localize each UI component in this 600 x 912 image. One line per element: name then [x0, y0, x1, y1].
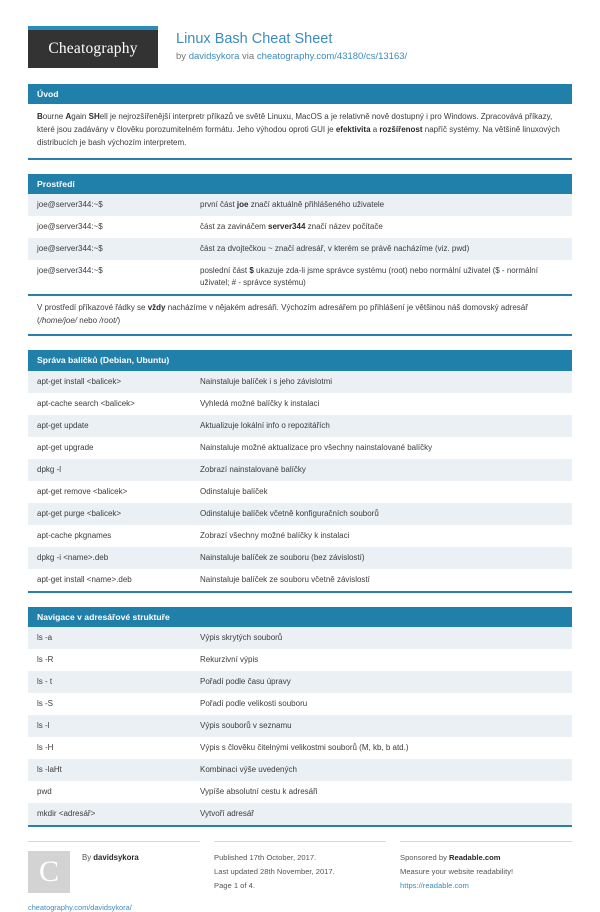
description-cell: Vyhledá možné balíčky k instalaci: [200, 398, 320, 408]
author-row: [28, 851, 190, 893]
section-header: Prostředí: [28, 174, 572, 194]
description-cell: část za zavináčem server344 značí název počítače: [200, 222, 383, 232]
section-header: Navigace v adresářové struktuře: [28, 607, 572, 627]
table-row: [28, 737, 572, 759]
description-cell: část za dvojtečkou ~ značí adresář, v kterém se právě nacházíme (viz. pwd): [200, 244, 470, 254]
table-row: [28, 216, 572, 238]
command-cell: apt-get purge <balicek>: [37, 508, 122, 518]
table-row: [28, 503, 572, 525]
description-cell: Pořadí podle času úpravy: [200, 676, 291, 686]
source-url-link[interactable]: cheatography.com/43180/cs/13163/: [256, 51, 408, 63]
description-cell: Výpis skrytých souborů: [200, 632, 283, 642]
table-row: [28, 393, 572, 415]
section-rows: [28, 194, 572, 294]
description-cell: Nainstaluje balíček ze souboru (bez závislostí): [200, 552, 365, 562]
footer-author-column: [28, 841, 200, 912]
description-cell: Nainstaluje balíček i s jeho závislotmi: [200, 376, 333, 386]
footer-by-label: By: [82, 852, 94, 862]
description-cell: Výpis souborů v seznamu: [200, 720, 292, 730]
command-cell: dpkg -l: [37, 464, 62, 474]
footer: [28, 841, 572, 912]
section-prostredi: [28, 174, 572, 336]
page-title: Linux Bash Cheat Sheet: [176, 31, 333, 47]
sections-container: [28, 84, 572, 827]
avatar: C: [28, 851, 70, 893]
table-row: [28, 194, 572, 216]
footer-dates-column: [214, 841, 386, 912]
command-cell: ls -l: [37, 720, 50, 730]
byline: [176, 51, 407, 63]
section-header: Úvod: [28, 84, 572, 104]
table-row: [28, 260, 572, 294]
description-cell: Odinstaluje balíček včetně konfiguračních souborů: [200, 508, 379, 518]
sponsor-url-link[interactable]: https://readable.com: [400, 880, 469, 890]
table-row: [28, 459, 572, 481]
command-cell: ls -a: [37, 632, 53, 642]
section-rows: [28, 627, 572, 825]
table-row: [28, 671, 572, 693]
table-row: [28, 759, 572, 781]
sponsor-name: Readable.com: [448, 852, 501, 862]
section-rows: [28, 371, 572, 591]
command-cell: dpkg -i <name>.deb: [37, 552, 109, 562]
description-cell: Nainstaluje balíček ze souboru včetně závislostí: [200, 574, 370, 584]
command-cell: joe@server344:~$: [37, 200, 103, 210]
sponsor-prefix: Sponsored by: [400, 852, 449, 862]
description-cell: Odinstaluje balíček: [200, 486, 268, 496]
command-cell: ls - t: [37, 676, 53, 686]
table-row: [28, 238, 572, 260]
table-row: [28, 803, 572, 825]
command-cell: joe@server344:~$: [37, 266, 103, 276]
table-row: [28, 371, 572, 393]
command-cell: joe@server344:~$: [37, 244, 103, 254]
author-link[interactable]: davidsykora: [188, 51, 240, 63]
sponsor-line: [400, 851, 562, 865]
section-uvod: [28, 84, 572, 160]
section-header: Správa balíčků (Debian, Ubuntu): [28, 350, 572, 370]
section-navigace: [28, 607, 572, 827]
command-cell: apt-cache pkgnames: [37, 530, 112, 540]
table-row: [28, 481, 572, 503]
table-row: [28, 415, 572, 437]
command-cell: apt-get upgrade: [37, 442, 94, 452]
description-cell: Aktualizuje lokální info o repozitářích: [200, 420, 330, 430]
logo-text: Cheatography: [48, 40, 138, 57]
author-credit: [82, 851, 139, 862]
table-row: [28, 649, 572, 671]
command-cell: ls -laHt: [37, 764, 62, 774]
table-row: [28, 525, 572, 547]
command-cell: ls -H: [37, 742, 54, 752]
description-cell: Výpis s člověku čitelnými velikostmi souborů (M, kb, b atd.): [200, 742, 409, 752]
description-cell: Rekurzivní výpis: [200, 654, 259, 664]
command-cell: mkdir <adresář>: [37, 808, 96, 818]
author-profile-link[interactable]: cheatography.com/davidsykora/: [28, 902, 132, 912]
command-cell: ls -S: [37, 698, 53, 708]
by-label: by: [176, 51, 189, 63]
cheatography-logo[interactable]: [28, 26, 158, 68]
section-note: V prostředí příkazové řádky se vždy nacházíme v nějakém adresáři. Výchozím adresářem po přihlášení je většinou náš domovský adresář (/home/joe/ nebo /root/): [28, 294, 572, 334]
description-cell: Vytvoří adresář: [200, 808, 254, 818]
published-date: Published 17th October, 2017.: [214, 852, 317, 862]
description-cell: Pořadí podle velikosti souboru: [200, 698, 308, 708]
description-cell: poslední část $ ukazuje zda-li jsme správce systému (root) nebo normální uživatel ($ - normální uživatel; # - správce systému): [200, 266, 538, 288]
command-cell: apt-get update: [37, 420, 89, 430]
footer-author-name: davidsykora: [93, 852, 139, 862]
section-paragraph: Bourne Again SHell je nejrozšířenější interpretr příkazů ve světě Linuxu, MacOS a je relativně nově dostupný i pro Windows. Zpracovává příkazy, které jsou zadávány v člověku porozumitelném formátu. Jeho výhodou oproti GUI je efektivita a rozšířenost napříč systémy. Na většině linuxových distribucích je bash výchozím interpretem.: [28, 104, 572, 158]
section-sprava-balicku: [28, 350, 572, 592]
table-row: [28, 781, 572, 803]
description-cell: Kombinaci výše uvedených: [200, 764, 297, 774]
sponsor-tagline: Measure your website readability!: [400, 866, 514, 876]
description-cell: Nainstaluje možné aktualizace pro všechny nainstalované balíčky: [200, 442, 433, 452]
command-cell: pwd: [37, 786, 52, 796]
masthead: [28, 26, 572, 68]
command-cell: apt-cache search <balicek>: [37, 398, 135, 408]
table-row: [28, 547, 572, 569]
last-updated-date: Last updated 28th November, 2017.: [214, 866, 335, 876]
page-number: Page 1 of 4.: [214, 880, 255, 890]
table-row: [28, 693, 572, 715]
table-row: [28, 569, 572, 591]
command-cell: apt-get install <balicek>: [37, 376, 122, 386]
description-cell: Zobrazí všechny možné balíčky k instalaci: [200, 530, 350, 540]
table-row: [28, 437, 572, 459]
table-row: [28, 715, 572, 737]
footer-sponsor-column: [400, 841, 572, 912]
table-row: [28, 627, 572, 649]
title-block: [176, 26, 407, 63]
command-cell: apt-get install <name>.deb: [37, 574, 132, 584]
via-label: via: [239, 51, 257, 63]
command-cell: ls -R: [37, 654, 54, 664]
command-cell: joe@server344:~$: [37, 222, 103, 232]
description-cell: Zobrazí nainstalované balíčky: [200, 464, 306, 474]
description-cell: Vypíše absolutní cestu k adresáři: [200, 786, 318, 796]
description-cell: první část joe značí aktuálně přihlášeného uživatele: [200, 200, 385, 210]
sponsor-link-line: [400, 879, 562, 893]
command-cell: apt-get remove <balicek>: [37, 486, 128, 496]
